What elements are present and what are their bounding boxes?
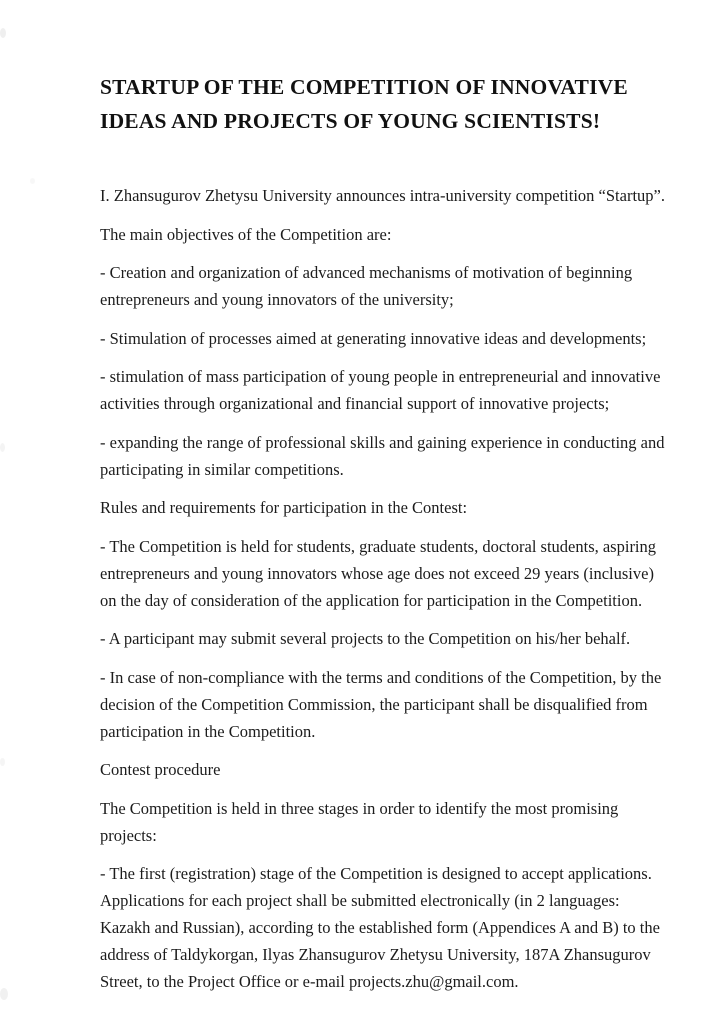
document-content (100, 70, 666, 1007)
paragraph-stage-1: - The first (registration) stage of the Competition is designed to accept applications. Applications for each project shall be submitted electronically (in 2 languages: Kazakh and Russian), according to the established form (Appendices A and B) to the address of Taldykorgan, Ilyas Zhansugurov Zhetysu University, 187A Zhansugurov Street, to the Project Office or e-mail projects.zhu@gmail.com. (100, 864, 660, 991)
paragraph-announcement: I. Zhansugurov Zhetysu University announces intra-university competition “Startup”. (100, 186, 665, 205)
paragraph-objective-4: - expanding the range of professional skills and gaining experience in conducting and participating in similar competitions. (100, 432, 665, 479)
scan-artifact (0, 443, 5, 452)
scan-artifact (0, 758, 5, 766)
paragraph-procedure-header: Contest procedure (100, 760, 221, 779)
document-title: STARTUP OF THE COMPETITION OF INNOVATIVE IDEAS AND PROJECTS OF YOUNG SCIENTISTS! (100, 75, 628, 133)
paragraph-rule-1: - The Competition is held for students, graduate students, doctoral students, aspiring entrepreneurs and young innovators whose age does not exceed 29 years (inclusive) on the day of consideration of the application for participation in the Competition. (100, 536, 657, 610)
paragraph-objective-2: - Stimulation of processes aimed at generating innovative ideas and developments; (100, 328, 647, 348)
scan-artifact (0, 988, 8, 1000)
paragraph-rules-header: Rules and requirements for participation in the Contest: (100, 498, 468, 517)
paragraph-rule-3: - In case of non-compliance with the terms and conditions of the Competition, by the decision of the Competition Commission, the participant shall be disqualified from participation in the Competition. (100, 667, 662, 741)
paragraph-objective-3: - stimulation of mass participation of young people in entrepreneurial and innovative activities through organizational and financial support of innovative projects; (100, 367, 661, 413)
paragraph-stages-intro: The Competition is held in three stages in order to identify the most promising projects: (100, 798, 619, 845)
scan-artifact (30, 178, 35, 184)
paragraph-objective-1: - Creation and organization of advanced mechanisms of motivation of beginning entrepreneurs and young innovators of the university; (100, 263, 633, 309)
paragraph-rule-2: - A participant may submit several projects to the Competition on his/her behalf. (100, 629, 631, 648)
scan-artifact (0, 28, 6, 38)
paragraph-objectives-header: The main objectives of the Competition are: (100, 224, 392, 244)
